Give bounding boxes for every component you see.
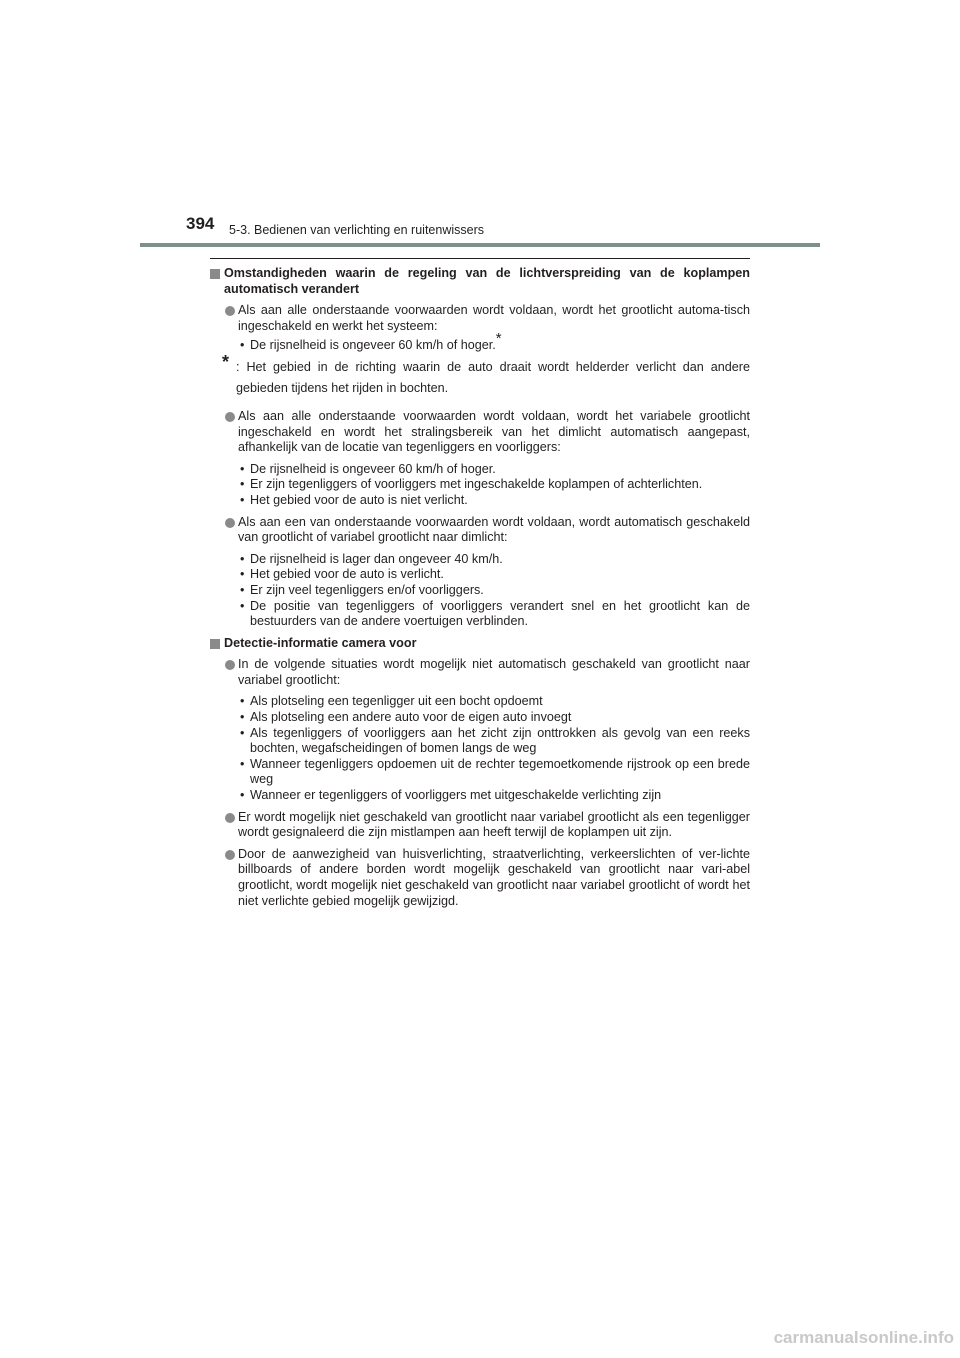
- square-bullet-icon: [210, 269, 220, 279]
- circle-bullet-icon: [225, 306, 235, 316]
- page-content: [210, 258, 750, 915]
- paragraph-ambient-lighting: Door de aanwezigheid van huisverlichting, straatverlichting, verkeerslichten of ver-lichte billboards of andere borden wordt mogelijk geschakeld van grootlicht naar vari-abel grootlicht, wordt mogelijk niet geschakeld van grootlicht naar variabel grootlicht of wordt het niet verlichte gebied mogelijk gewijzigd.: [210, 847, 750, 909]
- paragraph-high-beam-conditions: Als aan alle onderstaande voorwaarden wordt voldaan, wordt het grootlicht automa-tisch ingeschakeld en werkt het systeem:: [210, 303, 750, 334]
- header-rule: [140, 243, 820, 247]
- circle-bullet-icon: [225, 660, 235, 670]
- bullet-list: [210, 552, 750, 630]
- page-number: 394: [186, 214, 215, 233]
- bullet-list: [210, 330, 750, 354]
- circle-bullet-icon: [225, 412, 235, 422]
- footnote-marker: *: [222, 351, 230, 372]
- list-item: • Wanneer er tegenliggers of voorliggers met uitgeschakelde verlichting zijn: [240, 788, 662, 803]
- chapter-title: 5-3. Bedienen van verlichting en ruitenwissers: [229, 223, 484, 237]
- list-item: • Als plotseling een andere auto voor de eigen auto invoegt: [240, 710, 572, 725]
- bullet-list: [210, 694, 750, 803]
- paragraph-fog-lamps: Er wordt mogelijk niet geschakeld van grootlicht naar variabel grootlicht als een tegenligger wordt gesignaleerd die zijn mistlampen aan heeft terwijl de koplampen uit zijn.: [210, 810, 750, 841]
- list-item: • Het gebied voor de auto is niet verlicht.: [240, 492, 468, 507]
- list-item: • Wanneer tegenliggers opdoemen uit de rechter tegemoetkomende rijstrook op een brede weg: [240, 756, 750, 787]
- footnote: * : Het gebied in de richting waarin de auto draait wordt helderder verlicht dan andere gebieden tijdens het rijden in bochten.: [222, 351, 750, 395]
- watermark: carmanualsonline.info: [773, 1328, 954, 1347]
- circle-bullet-icon: [225, 813, 235, 823]
- list-item: • Er zijn tegenliggers of voorliggers met ingeschakelde koplampen of achterlichten.: [240, 477, 703, 492]
- list-item: • Er zijn veel tegenliggers en/of voorliggers.: [240, 582, 484, 597]
- section-divider: [210, 258, 750, 259]
- list-item: • De rijsnelheid is ongeveer 60 km/h of hoger.*: [240, 330, 502, 353]
- paragraph-switch-to-low-beam: Als aan een van onderstaande voorwaarden wordt voldaan, wordt automatisch geschakeld van grootlicht of variabel grootlicht naar dimlicht:: [210, 515, 750, 546]
- list-item: • De positie van tegenliggers of voorliggers verandert snel en het grootlicht kan de bestuurders van de andere voertuigen verblinden.: [240, 598, 750, 629]
- paragraph-variable-high-beam: Als aan alle onderstaande voorwaarden wordt voldaan, wordt het variabele grootlicht ingeschakeld en wordt het stralingsbereik van het dimlicht automatisch aangepast, afhankelijk van de locatie van tegenliggers en voorliggers:: [210, 409, 750, 456]
- circle-bullet-icon: [225, 850, 235, 860]
- list-item: • Als plotseling een tegenligger uit een bocht opdoemt: [240, 694, 543, 709]
- square-bullet-icon: [210, 639, 220, 649]
- bullet-list: [210, 462, 750, 509]
- list-item: • Als tegenliggers of voorliggers aan het zicht zijn onttrokken als gevolg van een reeks bochten, wegafscheidingen of bomen langs de weg: [240, 725, 750, 756]
- list-item: • De rijsnelheid is ongeveer 60 km/h of hoger.: [240, 461, 496, 476]
- list-item: • De rijsnelheid is lager dan ongeveer 40 km/h.: [240, 551, 503, 566]
- section-heading-camera-detection: Detectie-informatie camera voor: [210, 636, 750, 652]
- section-heading-light-distribution: Omstandigheden waarin de regeling van de lichtverspreiding van de koplampen automatisch verandert: [210, 266, 750, 297]
- footnote-marker: *: [495, 330, 502, 348]
- paragraph-detection-limits: In de volgende situaties wordt mogelijk niet automatisch geschakeld van grootlicht naar variabel grootlicht:: [210, 657, 750, 688]
- circle-bullet-icon: [225, 518, 235, 528]
- list-item: • Het gebied voor de auto is verlicht.: [240, 567, 444, 582]
